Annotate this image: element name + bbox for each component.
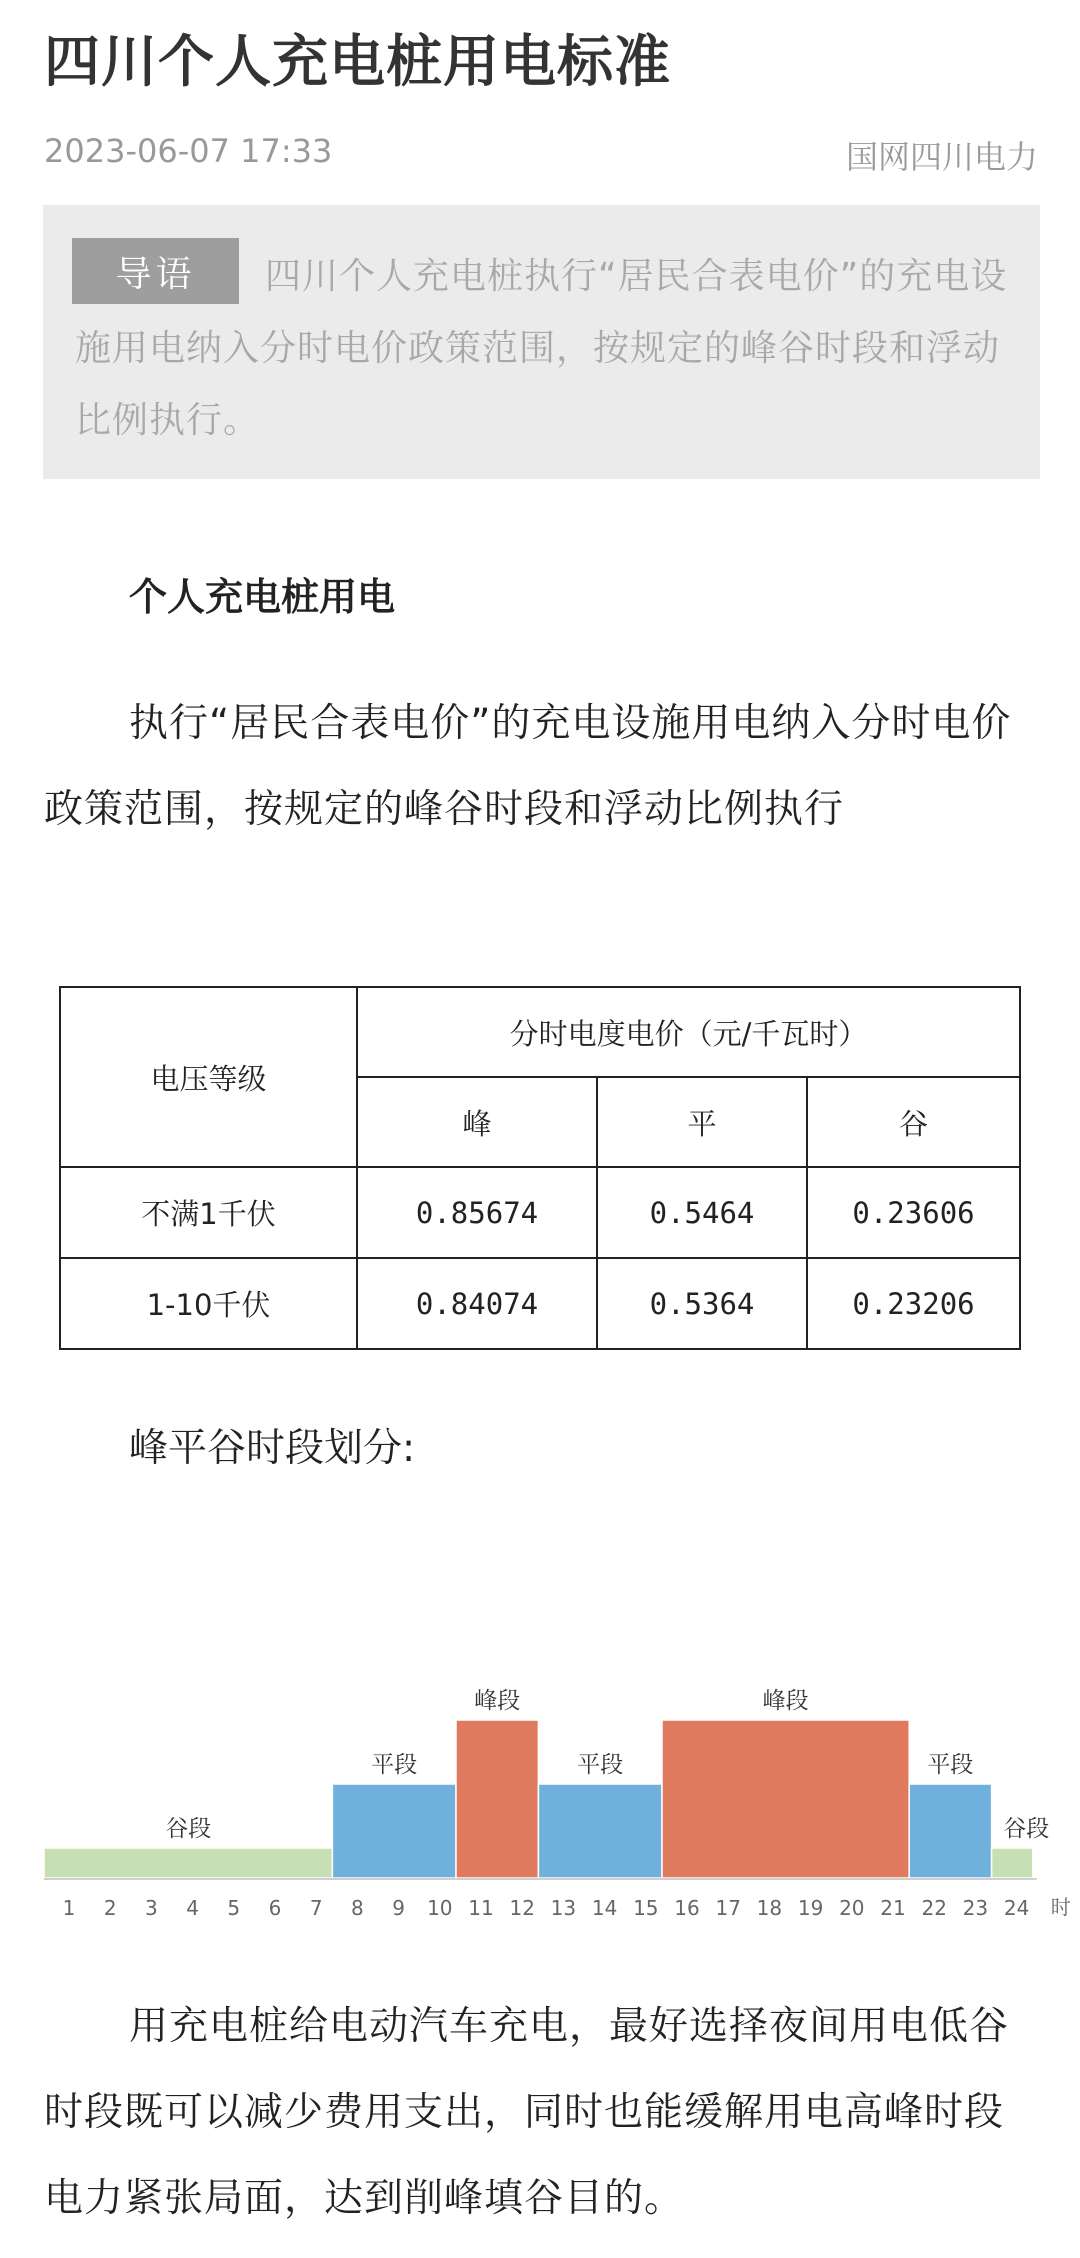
period-label: 平段 [927, 1752, 974, 1778]
lead-box [43, 205, 1040, 479]
table-row [60, 1258, 1020, 1349]
tick-label: 8 [351, 1896, 364, 1920]
tick-label: 12 [509, 1896, 535, 1920]
period-label: 谷段 [1003, 1816, 1050, 1842]
table-row [60, 1167, 1020, 1258]
tick-label: 22 [921, 1896, 947, 1920]
lead-text: 四川个人充电桩执行“居民合表电价”的充电设施用电纳入分时电价政策范围，按规定的峰谷时段和浮动比例执行。 [75, 256, 1008, 441]
tick-label: 21 [880, 1896, 906, 1920]
price-cell: 0.84074 [357, 1258, 597, 1349]
period-label: 平段 [577, 1752, 624, 1778]
tick-label: 4 [186, 1896, 199, 1920]
paragraph-2: 用充电桩给电动汽车充电，最好选择夜间用电低谷时段既可以减少费用支出，同时也能缓解用电高峰时段电力紧张局面，达到削峰填谷目的。 [44, 2004, 1010, 2221]
period-label: 平段 [371, 1752, 418, 1778]
tick-label: 2 [103, 1896, 117, 1920]
chart-heading: 峰平谷时段划分: [129, 1426, 416, 1471]
period-bar [992, 1848, 1033, 1878]
tick-label: 1 [62, 1896, 76, 1920]
tick-label: 14 [591, 1896, 618, 1920]
tick-label: 6 [268, 1896, 282, 1920]
tick-label: 16 [674, 1896, 700, 1920]
header-tou-price: 分时电度电价（元/千瓦时） [357, 987, 1020, 1077]
row-label: 1-10千伏 [60, 1258, 357, 1349]
lead-tag: 导语 [72, 238, 239, 304]
price-table [59, 986, 1021, 1350]
tick-label: 15 [633, 1896, 659, 1920]
tick-label: 10 [427, 1896, 453, 1920]
tick-label: 19 [797, 1896, 824, 1920]
header-valley: 谷 [807, 1077, 1020, 1167]
tick-label: 11 [468, 1896, 494, 1920]
section-heading: 个人充电桩用电 [129, 575, 396, 619]
x-unit-label: 时 [1050, 1895, 1071, 1919]
period-bar [332, 1784, 456, 1878]
period-bar [662, 1720, 909, 1878]
time-period-chart [0, 1600, 1080, 1930]
tick-label: 17 [715, 1896, 741, 1920]
price-cell: 0.23606 [807, 1167, 1020, 1258]
row-label: 不满1千伏 [60, 1167, 357, 1258]
price-cell: 0.5464 [597, 1167, 807, 1258]
article-source[interactable]: 国网四川电力 [845, 138, 1038, 176]
tick-label: 18 [756, 1896, 783, 1920]
period-label: 峰段 [762, 1688, 809, 1714]
period-label: 谷段 [165, 1816, 212, 1842]
period-bar [909, 1784, 991, 1878]
price-cell: 0.85674 [357, 1167, 597, 1258]
article-title: 四川个人充电桩用电标准 [44, 30, 671, 95]
tick-label: 3 [145, 1896, 158, 1920]
price-cell: 0.5364 [597, 1258, 807, 1349]
header-voltage-level: 电压等级 [60, 987, 357, 1167]
period-label: 峰段 [474, 1688, 521, 1714]
publish-date: 2023-06-07 17:33 [44, 132, 333, 170]
tick-label: 9 [392, 1896, 405, 1920]
tick-label: 24 [1003, 1896, 1030, 1920]
period-bar [538, 1784, 662, 1878]
period-bar [44, 1848, 332, 1878]
header-peak: 峰 [357, 1077, 597, 1167]
tick-label: 5 [227, 1896, 241, 1920]
period-bar [456, 1720, 538, 1878]
header-flat: 平 [597, 1077, 807, 1167]
tick-label: 23 [962, 1896, 989, 1920]
tick-label: 7 [309, 1896, 323, 1920]
paragraph-1: 执行“居民合表电价”的充电设施用电纳入分时电价政策范围，按规定的峰谷时段和浮动比例执行 [44, 701, 1012, 832]
tick-label: 20 [839, 1896, 865, 1920]
tick-label: 13 [550, 1896, 577, 1920]
price-cell: 0.23206 [807, 1258, 1020, 1349]
